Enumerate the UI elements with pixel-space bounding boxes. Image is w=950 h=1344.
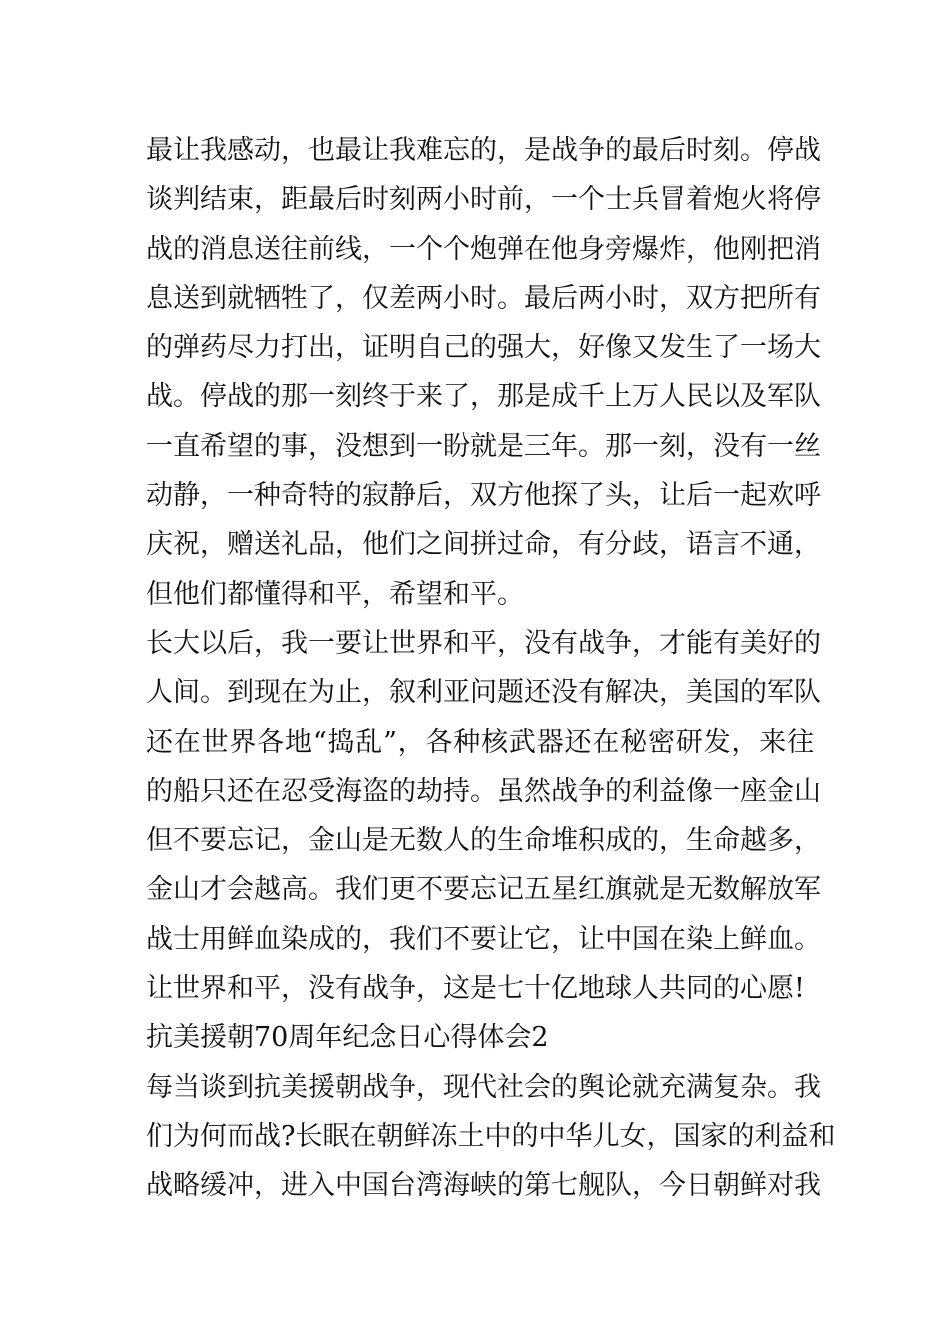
text-line: 每当谈到抗美援朝战争，现代社会的舆论就充满复杂。我 [146,1071,821,1103]
text-line: 的弹药尽力打出，证明自己的强大，好像又发生了一场大 [146,332,821,364]
text-line: 的船只还在忍受海盗的劫持。虽然战争的利益像一座金山 [146,775,821,807]
paragraph-final-moments [146,126,821,619]
text-line: 战略缓冲，进入中国台湾海峡的第七舰队，今日朝鲜对我 [146,1170,821,1202]
text-line: 战。停战的那一刻终于来了，那是成千上万人民以及军队 [146,381,821,413]
text-line: 让世界和平，没有战争，这是七十亿地球人共同的心愿! [146,973,805,1005]
paragraph-wish [146,964,814,1013]
text-line: 战士用鲜血染成的，我们不要让它，让中国在染上鲜血。 [146,923,821,955]
document-body [146,126,836,1211]
text-line: 金山才会越高。我们更不要忘记五星红旗就是无数解放军 [146,874,821,906]
text-line: 最让我感动，也最让我难忘的，是战争的最后时刻。停战 [146,135,821,166]
heading-line: 抗美援朝70周年纪念日心得体会2 [146,1022,549,1054]
text-line: 长大以后，我一要让世界和平，没有战争，才能有美好的 [146,627,821,659]
paragraph-why-fight [146,1063,836,1211]
text-line: 但他们都懂得和平，希望和平。 [146,578,524,610]
text-line: 庆祝，赠送礼品，他们之间拼过命，有分歧，语言不通， [146,529,821,561]
text-line: 谈判结束，距最后时刻两小时前，一个士兵冒着炮火将停 [146,184,821,216]
section-heading [146,1013,814,1062]
text-line: 一直希望的事，没想到一盼就是三年。那一刻，没有一丝 [146,430,821,462]
text-line: 人间。到现在为止，叙利亚问题还没有解决，美国的军队 [146,677,821,709]
text-line: 但不要忘记，金山是无数人的生命堆积成的，生命越多， [146,825,821,857]
paragraph-world-peace [146,619,821,964]
text-line: 战的消息送往前线，一个个炮弹在他身旁爆炸，他刚把消 [146,233,821,265]
text-line: 息送到就牺牲了，仅差两小时。最后两小时，双方把所有 [146,282,821,314]
text-line: 还在世界各地“捣乱”，各种核武器还在秘密研发，来往 [146,726,814,758]
text-line: 动静，一种奇特的寂静后，双方他探了头，让后一起欢呼 [146,480,821,512]
text-line: 们为何而战?长眠在朝鲜冻土中的中华儿女，国家的利益和 [146,1120,836,1152]
